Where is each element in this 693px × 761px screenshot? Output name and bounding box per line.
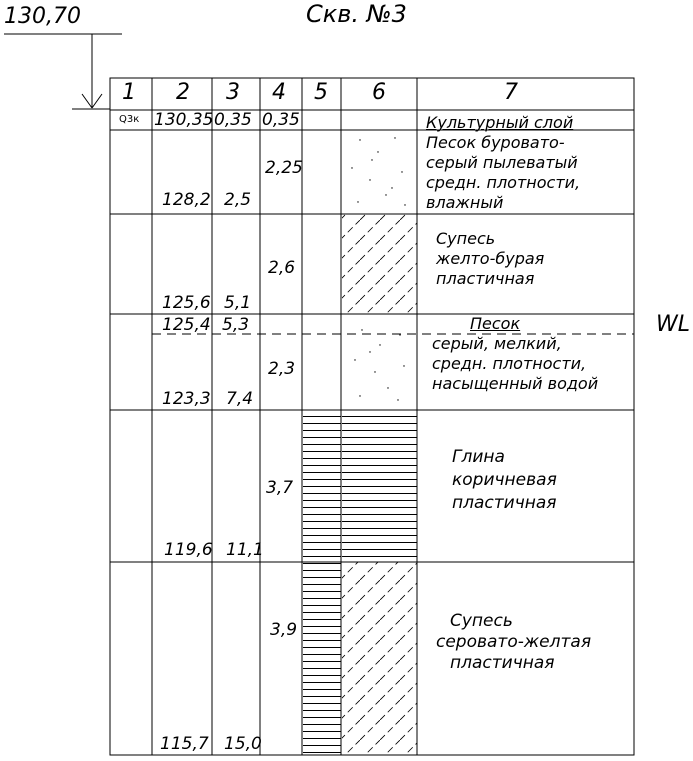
column-header-5: 5 <box>314 80 328 105</box>
depth-value: 5,1 <box>224 293 252 313</box>
elevation-value: 130,35 <box>154 110 214 130</box>
thickness-value: 2,25 <box>265 158 303 178</box>
thickness-value: 2,3 <box>268 359 296 379</box>
depth-value: 15,0 <box>224 734 262 754</box>
ground-mark-leader <box>4 34 122 109</box>
depth-value: 7,4 <box>226 389 254 409</box>
depth-value: 2,5 <box>224 190 252 210</box>
page-title: Скв. №3 <box>306 0 407 28</box>
column-header-1: 1 <box>122 80 136 105</box>
layer-description: Супесь желто-бурая пластичная <box>436 229 545 288</box>
thickness-value: 3,9 <box>270 620 298 640</box>
layer-description: Песок серый, мелкий, средн. плотности, насыщенный водой <box>432 314 599 393</box>
elevation-value: 119,6 <box>164 540 213 560</box>
column-header-2: 2 <box>176 80 190 105</box>
sandy-loam-hatch <box>342 214 417 314</box>
elevation-value: 128,2 <box>162 190 211 210</box>
elevation-value: 123,3 <box>162 389 211 409</box>
clay-hatch <box>342 410 417 562</box>
clay-hatch-col5 <box>303 410 341 755</box>
geologic-index: Q3к <box>119 114 140 125</box>
depth-value: 0,35 <box>214 110 252 130</box>
elevation-value: 115,7 <box>160 734 209 754</box>
column-header-6: 6 <box>372 80 386 105</box>
layer-description: Песок буровато- серый пылеватый средн. плотности, влажный <box>426 133 581 212</box>
column-header-4: 4 <box>272 80 286 105</box>
elevation-value: 125,4 <box>162 315 211 335</box>
column-header-7: 7 <box>504 80 518 105</box>
water-level-label: WL <box>656 312 691 337</box>
thickness-value: 2,6 <box>268 258 296 278</box>
thickness-value: 3,7 <box>266 478 294 498</box>
layer-description: Супесь серовато-желтая пластичная <box>436 611 592 673</box>
sandy-loam-hatch <box>342 562 417 755</box>
layer-description: Культурный слой <box>426 113 574 132</box>
elevation-value: 125,6 <box>162 293 211 313</box>
lithology-column <box>303 137 417 755</box>
depth-value: 5,3 <box>222 315 250 335</box>
depth-value: 11,1 <box>226 540 264 560</box>
ground-mark: 130,70 <box>4 4 81 29</box>
thickness-value: 0,35 <box>262 110 300 130</box>
column-header-3: 3 <box>226 80 240 105</box>
layer-description: Глина коричневая пластичная <box>452 447 557 513</box>
